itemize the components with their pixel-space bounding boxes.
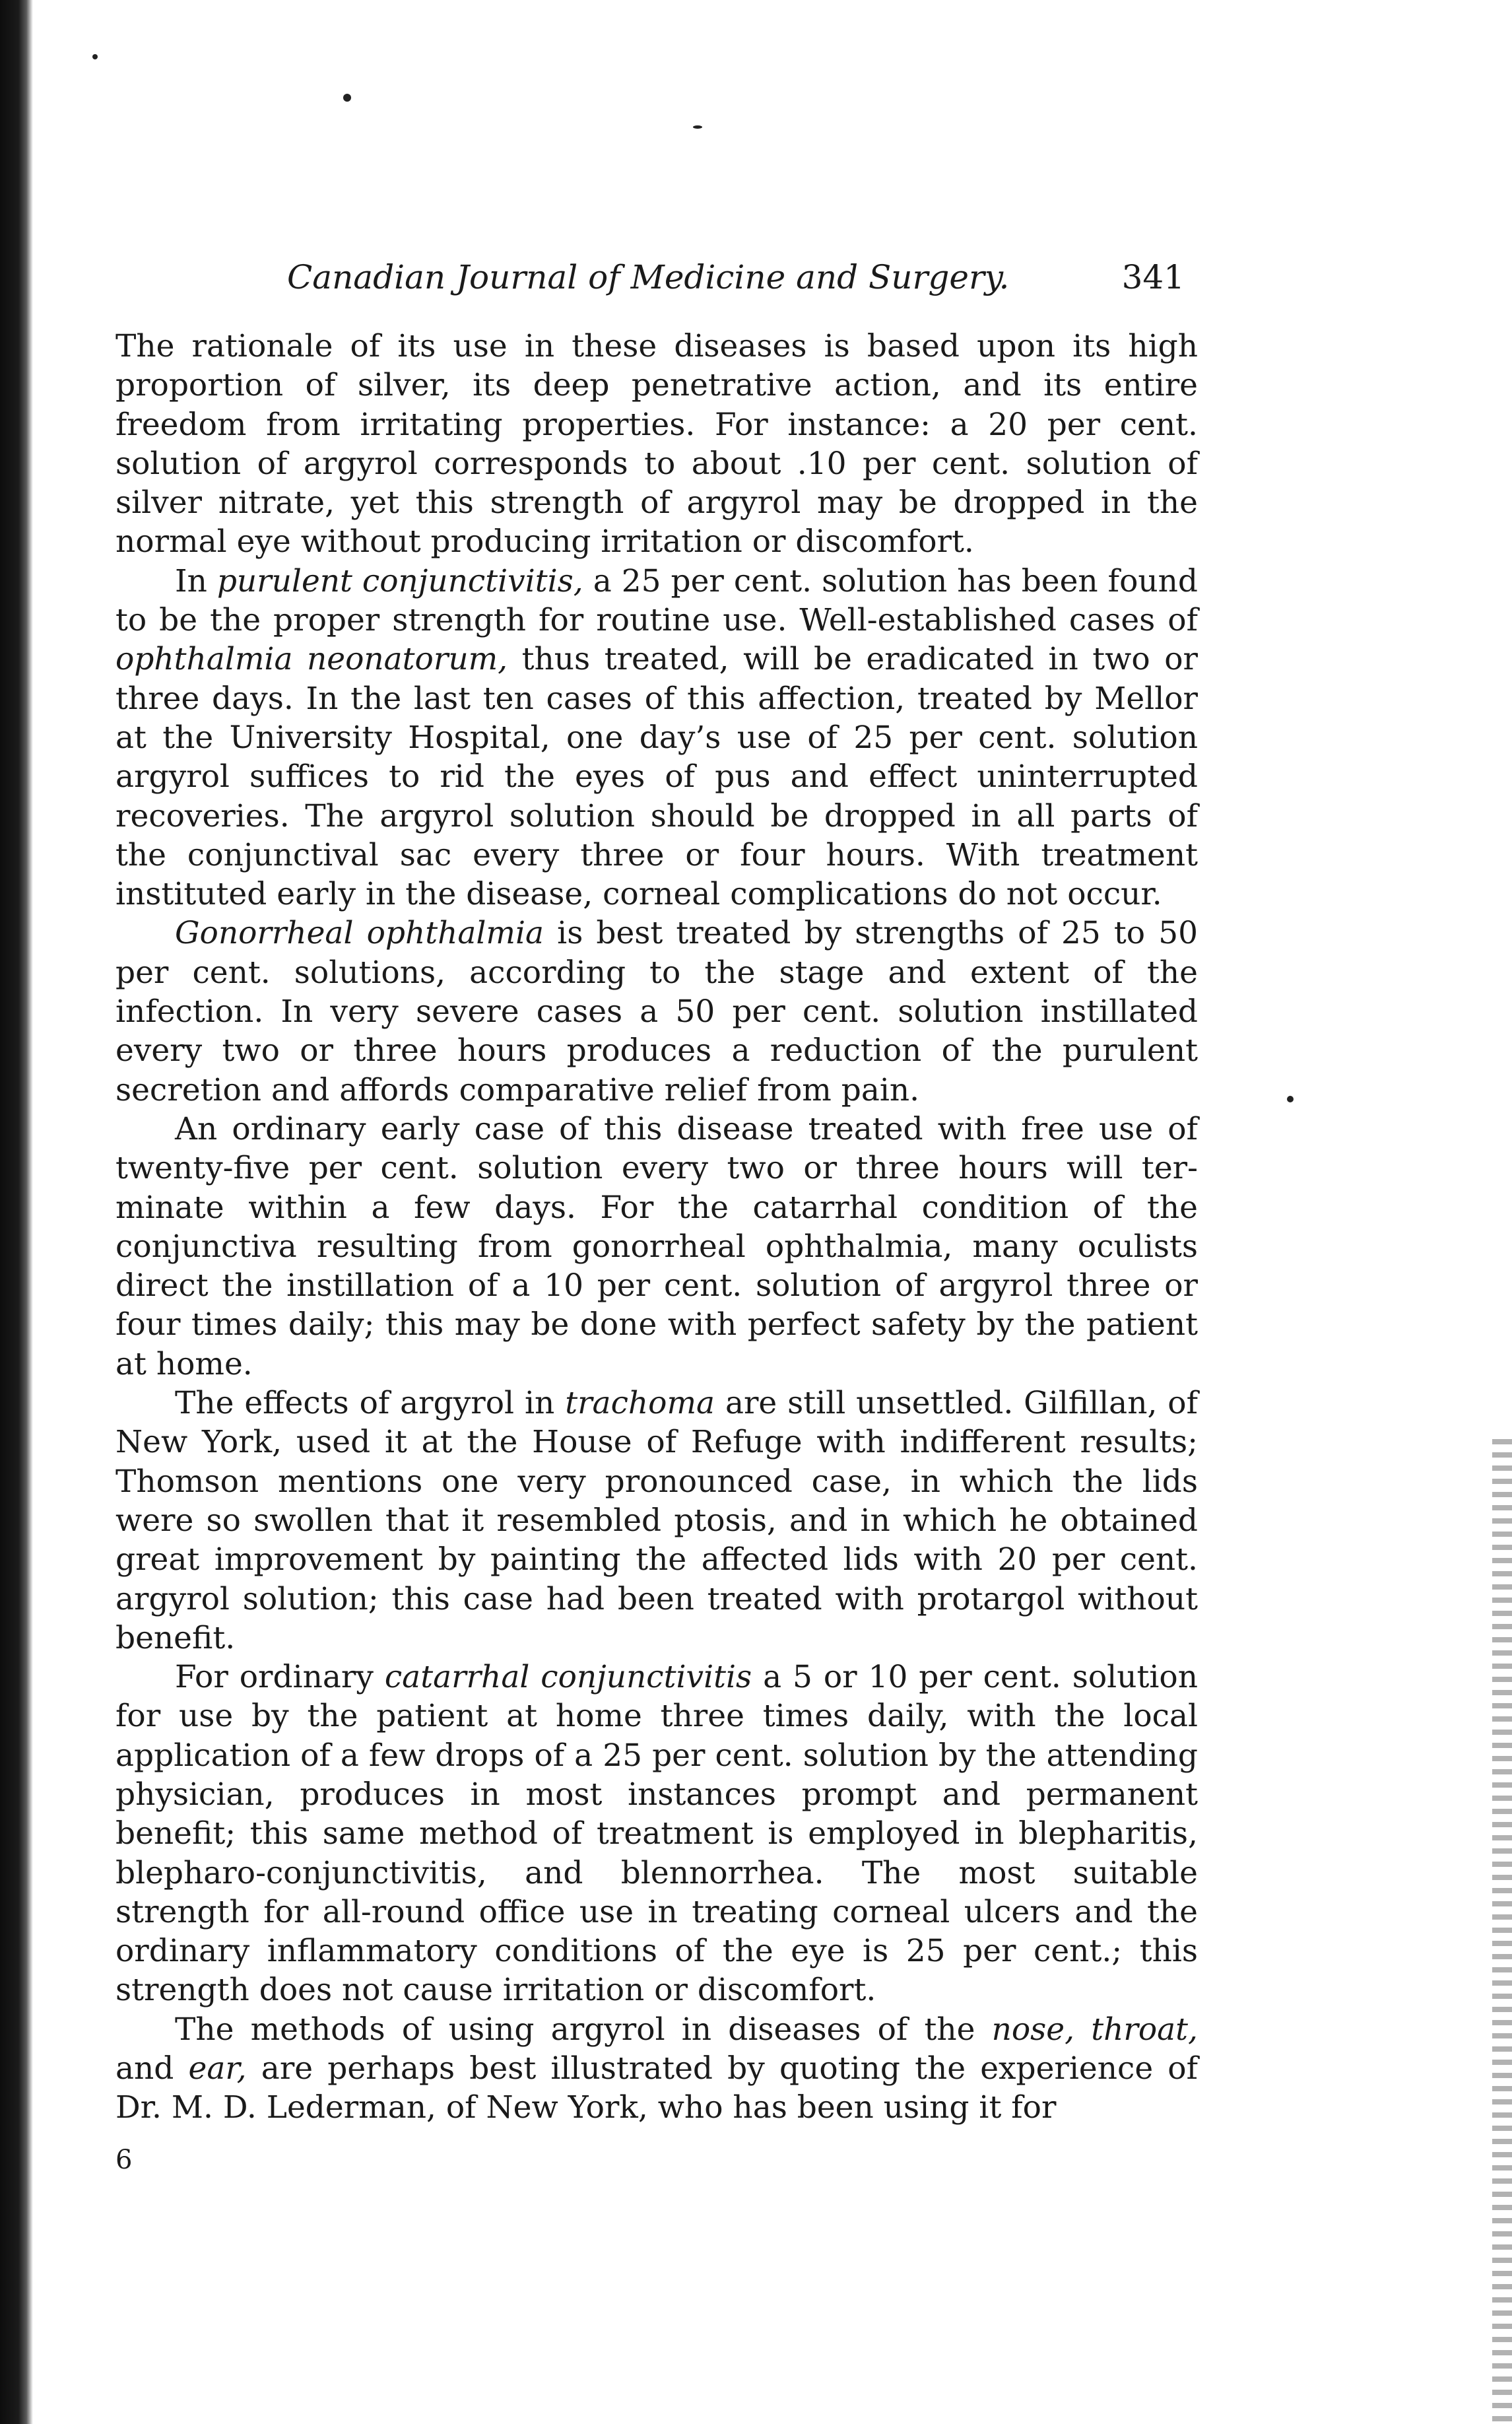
paragraph (115, 1110, 1198, 1384)
paragraph (115, 2010, 1198, 2128)
paragraph (115, 327, 1198, 562)
text-run: The methods of using argyrol in diseases of the (175, 2011, 992, 2048)
text-run: thus treated, will be eradicated in two or three days. In the last ten cases of this affection, treated by Mellor at the University Hospital, one day’s use of 25 per cent. solution argyrol suffices to rid the eyes of pus and effect uninterrupted recoveries. The argyrol solution should be dropped in all parts of the conjunctival sac every three or four hours. With treatment instituted early in the disease, corneal complications do not occur. (115, 641, 1198, 913)
italic-term: catarrhal conjunctivitis (384, 1659, 752, 1696)
scan-speck (693, 125, 702, 129)
paragraph (115, 1658, 1198, 2010)
page-header (115, 254, 1198, 300)
text-run: is best treated by strengths of 25 to 50 per cent. solutions, according to the stage and extent of the infection. In very severe cases a 50 per cent. solution instillated every two or three hours produces a reduction of the purulent secretion and affords comparative relief from pain. (115, 915, 1198, 1108)
italic-term: nose, throat, (991, 2011, 1199, 2048)
scan-speck (343, 94, 351, 102)
signature-mark: 6 (115, 2144, 133, 2175)
text-run: In (175, 562, 217, 599)
italic-term: ophthalmia neonatorum, (115, 641, 508, 678)
text-run: For ordinary (175, 1659, 385, 1696)
italic-term: ear, (188, 2050, 247, 2087)
text-run: a 5 or 10 per cent. solution for use by the patient at home three times daily, with the local application of a few drops of a 25 per cent. solution by the attending physician, produces in most instances prompt and permanent benefit; this same method of treatment is employed in blepharitis, blepharo-conjunctivitis, and blennorrhea. The most suitable strength for all-round office use in treating corneal ulcers and the ordinary inflammatory conditions of the eye is 25 per cent.; this strength does not cause irritation or discomfort. (115, 1659, 1198, 2009)
scan-edge-noise (1492, 1439, 1512, 2424)
paragraph (115, 1384, 1198, 1658)
text-run: The effects of argyrol in (175, 1385, 566, 1422)
text-run: are perhaps best illustrated by quoting the experience of Dr. M. D. Lederman, of New York, who has been using it for (115, 2050, 1198, 2126)
paragraph (115, 562, 1198, 914)
text-run: The rationale of its use in these diseases is based upon its high proportion of silver, its deep penetrative action, and its entire freedom from irritating properties. For instance: a 20 per cent. solution of argyrol corresponds to about .10 per cent. solution of silver nitrate, yet this strength of argyrol may be dropped in the normal eye without producing irritation or discomfort. (115, 328, 1198, 560)
italic-term: trachoma (565, 1385, 715, 1422)
italic-term: purulent conjunctivitis, (216, 562, 583, 599)
text-run: a 25 per cent. solution has been found to be the proper strength for routine use. Well-established cases of (115, 562, 1199, 639)
text-run: are still unsettled. Gilfillan, of New York, used it at the House of Refuge with indifferent results; Thomson mentions one very pronounced case, in which the lids were so swollen that it resembled ptosis, and in which he obtained great improvement by painting the affected lids with 20 per cent. argyrol solution; this case had been treated with protargol without benefit. (115, 1385, 1198, 1656)
page-number: 341 (1121, 258, 1185, 296)
text-run: and (115, 2050, 189, 2087)
scan-speck (92, 54, 98, 59)
paragraph (115, 914, 1198, 1109)
italic-term: Gonorrheal ophthalmia (175, 915, 544, 952)
scan-speck (1287, 1096, 1294, 1102)
scan-binding-edge (0, 0, 33, 2424)
running-title: Canadian Journal of Medicine and Surgery. (287, 258, 1010, 296)
body-text (115, 327, 1198, 2128)
text-run: An ordinary early case of this disease treated with free use of twenty-five per cent. solution every two or three hours will terminate within a few days. For the catarrhal condition of the conjunctiva resulting from gonorrheal ophthalmia, many oculists direct the instillation of a 10 per cent. solution of argyrol three or four times daily; this may be done with perfect safety by the patient at home. (115, 1110, 1198, 1382)
page (115, 254, 1198, 2183)
